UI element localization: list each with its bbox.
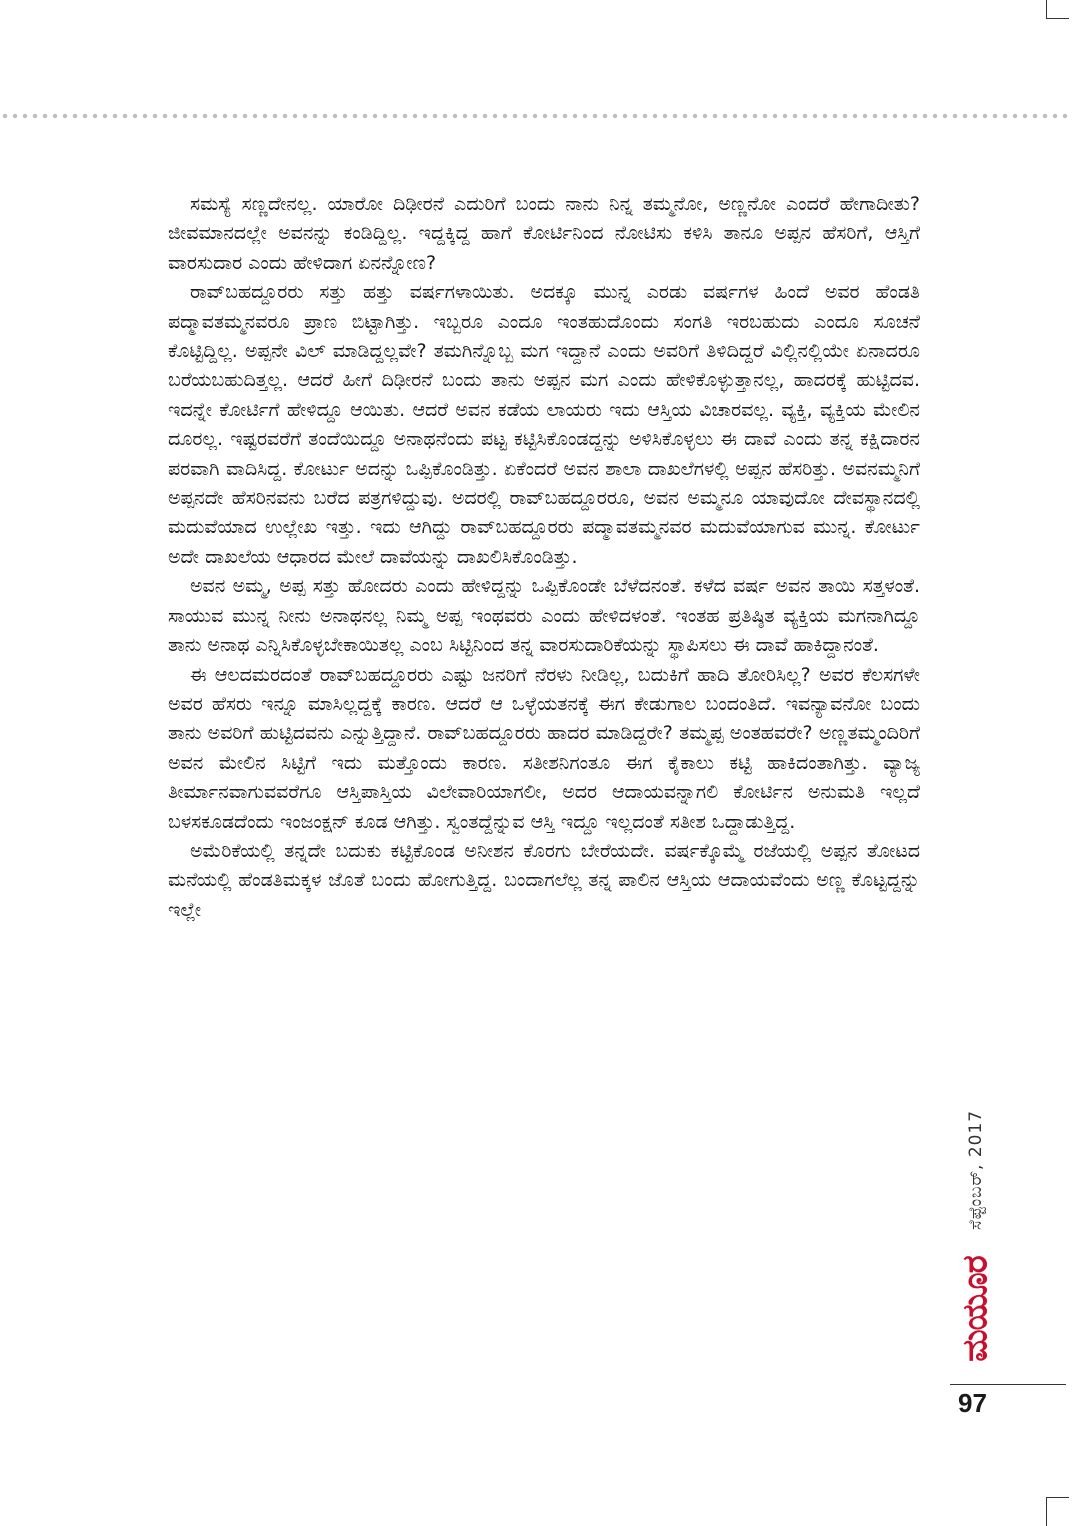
paragraph-5: ಅಮೆರಿಕೆಯಲ್ಲಿ ತನ್ನದೇ ಬದುಕು ಕಟ್ಟಿಕೊಂಡ ಅನೀಶನ ಕೊರಗು ಬೇರೆಯದೇ. ವರ್ಷಕ್ಕೊಮ್ಮೆ ರಜೆಯಲ್ಲಿ ಅಪ್ಪನ ತೋಟದ ಮನೆಯಲ್ಲಿ ಹೆಂಡತಿಮಕ್ಕಳ ಜೊತೆ ಬಂದು ಹೋಗುತ್ತಿದ್ದ. ಬಂದಾಗಲೆಲ್ಲ ತನ್ನ ಪಾಲಿನ ಆಸ್ತಿಯ ಆದಾಯವೆಂದು ಅಣ್ಣ ಕೊಟ್ಟದ್ದನ್ನು ಇಲ್ಲೇ bbox=[168, 839, 920, 921]
paragraph-2: ರಾವ್‌ಬಹದ್ದೂರರು ಸತ್ತು ಹತ್ತು ವರ್ಷಗಳಾಯಿತು. ಅದಕ್ಕೂ ಮುನ್ನ ಎರಡು ವರ್ಷಗಳ ಹಿಂದೆ ಅವರ ಹೆಂಡತಿ ಪದ್ಮಾವತಮ್ಮನವರೂ ಪ್ರಾಣ ಬಿಟ್ಟಾಗಿತ್ತು. ಇಬ್ಬರೂ ಎಂದೂ ಇಂತಹುದೊಂದು ಸಂಗತಿ ಇರಬಹುದು ಎಂದೂ ಸೂಚನೆ ಕೊಟ್ಟಿದ್ದಿಲ್ಲ. ಅಪ್ಪನೇ ವಿಲ್ ಮಾಡಿದ್ದಲ್ಲವೇ? ತಮಗಿನ್ನೊಬ್ಬ ಮಗ ಇದ್ದಾನೆ ಎಂದು ಅವರಿಗೆ ತಿಳಿದಿದ್ದರೆ ವಿಲ್ಲಿನಲ್ಲಿಯೇ ಏನಾದರೂ ಬರೆಯಬಹುದಿತ್ತಲ್ಲ. ಆದರೆ ಹೀಗೆ ದಿಢೀರನೆ ಬಂದು ತಾನು ಅಪ್ಪನ ಮಗ ಎಂದು ಹೇಳಿಕೊಳ್ಳುತ್ತಾನಲ್ಲ, ಹಾದರಕ್ಕೆ ಹುಟ್ಟಿದವ. ಇದನ್ನೇ ಕೋರ್ಟಿಗೆ ಹೇಳಿದ್ದೂ ಆಯಿತು. ಆದರೆ ಅವನ ಕಡೆಯ ಲಾಯರು ಇದು ಆಸ್ತಿಯ ವಿಚಾರವಲ್ಲ. ವ್ಯಕ್ತಿ, ವ್ಯಕ್ತಿಯ ಮೇಲಿನ ದೂರಲ್ಲ. ಇಷ್ಟರವರೆಗೆ ತಂದೆಯಿದ್ದೂ ಅನಾಥನೆಂದು ಪಟ್ಟ ಕಟ್ಟಿಸಿಕೊಂಡದ್ದನ್ನು ಅಳಿಸಿಕೊಳ್ಳಲು ಈ ದಾವೆ ಎಂದು ತನ್ನ ಕಕ್ಷಿದಾರನ ಪರವಾಗಿ ವಾದಿಸಿದ್ದ. ಕೋರ್ಟು ಅದನ್ನು ಒಪ್ಪಿಕೊಂಡಿತ್ತು. ಏಕೆಂದರೆ ಅವನ ಶಾಲಾ ದಾಖಲೆಗಳಲ್ಲಿ ಅಪ್ಪನ ಹೆಸರಿತ್ತು. ಅವನಮ್ಮನಿಗೆ ಅಪ್ಪನದೇ ಹೆಸರಿನವನು ಬರೆದ ಪತ್ರಗಳಿದ್ದುವು. ಅದರಲ್ಲಿ ರಾವ್‌ಬಹದ್ದೂರರೂ, ಅವನ ಅಮ್ಮನೂ ಯಾವುದೋ ದೇವಸ್ಥಾನದಲ್ಲಿ ಮದುವೆಯಾದ ಉಲ್ಲೇಖ ಇತ್ತು. ಇದು ಆಗಿದ್ದು ರಾವ್‌ಬಹದ್ದೂರರು ಪದ್ಮಾವತಮ್ಮನವರ ಮದುವೆಯಾಗುವ ಮುನ್ನ. ಕೋರ್ಟು ಅದೇ ದಾಖಲೆಯ ಆಧಾರದ ಮೇಲೆ ದಾವೆಯನ್ನು ದಾಖಲಿಸಿಕೊಂಡಿತ್ತು. bbox=[168, 281, 920, 568]
dotted-divider bbox=[0, 113, 1072, 119]
issue-date: ಸೆಪ್ಟೆಂಬರ್, 2017 bbox=[966, 1109, 986, 1230]
page-number: 97 bbox=[958, 1388, 987, 1418]
folio-rule bbox=[950, 1384, 1066, 1385]
paragraph-4: ಈ ಆಲದಮರದಂತೆ ರಾವ್‌ಬಹದ್ದೂರರು ಎಷ್ಟು ಜನರಿಗೆ ನೆರಳು ನೀಡಿಲ್ಲ, ಬದುಕಿಗೆ ಹಾದಿ ತೋರಿಸಿಲ್ಲ? ಅವರ ಕೆಲಸಗಳೇ ಅವರ ಹೆಸರು ಇನ್ನೂ ಮಾಸಿಲ್ಲದ್ದಕ್ಕೆ ಕಾರಣ. ಆದರೆ ಆ ಒಳ್ಳೆಯತನಕ್ಕೆ ಈಗ ಕೇಡುಗಾಲ ಬಂದಂತಿದೆ. ಇವನ್ಯಾವನೋ ಬಂದು ತಾನು ಅವರಿಗೆ ಹುಟ್ಟಿದವನು ಎನ್ನುತ್ತಿದ್ದಾನೆ. ರಾವ್‌ಬಹದ್ದೂರರು ಹಾದರ ಮಾಡಿದ್ದರೇ? ತಮ್ಮಪ್ಪ ಅಂತಹವರೇ? ಅಣ್ಣತಮ್ಮಂದಿರಿಗೆ ಅವನ ಮೇಲಿನ ಸಿಟ್ಟಿಗೆ ಇದು ಮತ್ತೊಂದು ಕಾರಣ. ಸತೀಶನಿಗಂತೂ ಈಗ ಕೈಕಾಲು ಕಟ್ಟಿ ಹಾಕಿದಂತಾಗಿತ್ತು. ವ್ಯಾಜ್ಯ ತೀರ್ಮಾನವಾಗುವವರೆಗೂ ಆಸ್ತಿಪಾಸ್ತಿಯ ವಿಲೇವಾರಿಯಾಗಲೀ, ಅದರ ಆದಾಯವನ್ನಾಗಲಿ ಕೋರ್ಟಿನ ಅನುಮತಿ ಇಲ್ಲದೆ ಬಳಸಕೂಡದೆಂದು ಇಂಜಂಕ್ಷನ್ ಕೂಡ ಆಗಿತ್ತು. ಸ್ವಂತದ್ದೆನ್ನುವ ಆಸ್ತಿ ಇದ್ದೂ ಇಲ್ಲದಂತೆ ಸತೀಶ ಒದ್ದಾಡುತ್ತಿದ್ದ. bbox=[168, 663, 920, 833]
paragraph-3: ಅವನ ಅಮ್ಮ, ಅಪ್ಪ ಸತ್ತು ಹೋದರು ಎಂದು ಹೇಳಿದ್ದನ್ನು ಒಪ್ಪಿಕೊಂಡೇ ಬೆಳೆದನಂತೆ. ಕಳೆದ ವರ್ಷ ಅವನ ತಾಯಿ ಸತ್ತಳಂತೆ. ಸಾಯುವ ಮುನ್ನ ನೀನು ಅನಾಥನಲ್ಲ ನಿಮ್ಮ ಅಪ್ಪ ಇಂಥವರು ಎಂದು ಹೇಳಿದಳಂತೆ. ಇಂತಹ ಪ್ರತಿಷ್ಠಿತ ವ್ಯಕ್ತಿಯ ಮಗನಾಗಿದ್ದೂ ತಾನು ಅನಾಥ ಎನ್ನಿಸಿಕೊಳ್ಳಬೇಕಾಯಿತಲ್ಲ ಎಂಬ ಸಿಟ್ಟಿನಿಂದ ತನ್ನ ವಾರಸುದಾರಿಕೆಯನ್ನು ಸ್ಥಾಪಿಸಲು ಈ ದಾವೆ ಹಾಕಿದ್ದಾನಂತೆ. bbox=[168, 575, 920, 657]
crop-mark-top bbox=[1046, 0, 1069, 19]
article-body bbox=[168, 190, 920, 925]
crop-mark-bottom bbox=[1046, 1497, 1069, 1526]
paragraph-1: ಸಮಸ್ಯೆ ಸಣ್ಣದೇನಲ್ಲ. ಯಾರೋ ದಿಢೀರನೆ ಎದುರಿಗೆ ಬಂದು ನಾನು ನಿನ್ನ ತಮ್ಮನೋ, ಅಣ್ಣನೋ ಎಂದರೆ ಹೇಗಾದೀತು? ಜೀವಮಾನದಲ್ಲೇ ಅವನನ್ನು ಕಂಡಿದ್ದಿಲ್ಲ. ಇದ್ದಕ್ಕಿದ್ದ ಹಾಗೆ ಕೋರ್ಟಿನಿಂದ ನೋಟಿಸು ಕಳಿಸಿ ತಾನೂ ಅಪ್ಪನ ಹೆಸರಿಗೆ, ಆಸ್ತಿಗೆ ವಾರಸುದಾರ ಎಂದು ಹೇಳಿದಾಗ ಏನನ್ನೋಣ? bbox=[168, 193, 920, 274]
magazine-logo bbox=[958, 1240, 994, 1378]
magazine-name: ಮಯೂರ bbox=[956, 1256, 996, 1362]
magazine-masthead bbox=[956, 1080, 996, 1380]
